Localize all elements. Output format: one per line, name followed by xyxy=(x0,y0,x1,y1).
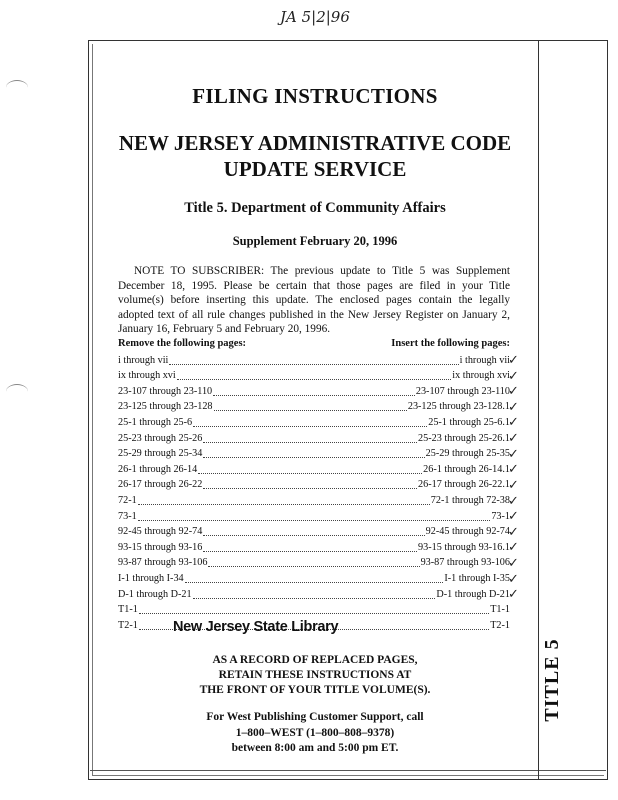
insert-pages: 25-29 through 25-35 xyxy=(425,448,510,460)
remove-pages: 25-1 through 25-6 xyxy=(118,416,193,428)
page-row xyxy=(118,413,510,429)
insert-pages: T2-1 xyxy=(490,619,510,631)
note-line: adopted text of all rule changes published in the New Jersey Register on January 2, xyxy=(118,308,510,321)
remove-pages: D-1 through D-21 xyxy=(118,588,192,600)
library-stamp: New Jersey State Library xyxy=(173,619,339,635)
support-line: For West Publishing Customer Support, call xyxy=(206,711,424,723)
page-row xyxy=(118,585,510,601)
insert-pages: 23-107 through 23-110 xyxy=(415,385,510,397)
insert-pages: 23-125 through 23-128.1 xyxy=(407,401,510,413)
remove-pages: I-1 through I-34 xyxy=(118,572,184,584)
note-line: NOTE TO SUBSCRIBER: The previous update to Title 5 was Supplement xyxy=(134,265,510,277)
note-line: January 16, February 5 and February 20, 1996. xyxy=(118,323,331,335)
insert-pages: 92-45 through 92-74 xyxy=(425,526,510,538)
page-list-headers xyxy=(118,338,510,349)
insert-pages: D-1 through D-21 xyxy=(436,588,510,600)
supplement-date: Supplement February 20, 1996 xyxy=(232,234,398,248)
checkmark-icon: ✓ xyxy=(508,493,519,508)
insert-pages: 93-15 through 93-16.1 xyxy=(418,541,510,553)
page-row xyxy=(118,507,510,523)
insert-pages: 25-23 through 25-26.1 xyxy=(418,432,510,444)
code-title-line2: UPDATE SERVICE xyxy=(223,157,407,181)
remove-pages: i through vii xyxy=(118,354,169,366)
checkmark-icon: ✓ xyxy=(508,571,519,586)
code-title-line1: NEW JERSEY ADMINISTRATIVE CODE xyxy=(118,131,512,155)
insert-pages: 93-87 through 93-106 xyxy=(420,557,510,569)
remove-pages: ix through xvi xyxy=(118,370,176,382)
code-title xyxy=(90,130,540,182)
subscriber-note xyxy=(118,264,510,337)
insert-pages: 26-17 through 26-22.1 xyxy=(418,479,510,491)
checkmark-icon: ✓ xyxy=(508,508,519,523)
remove-pages: 73-1 xyxy=(118,510,137,522)
remove-pages: 72-1 xyxy=(118,494,137,506)
page-row xyxy=(118,398,510,414)
retain-instructions xyxy=(90,653,540,698)
remove-pages: 23-125 through 23-128 xyxy=(118,401,213,413)
page-title: FILING INSTRUCTIONS xyxy=(192,84,438,108)
remove-pages: T1-1 xyxy=(118,604,138,616)
page-row xyxy=(118,460,510,476)
retain-line: RETAIN THESE INSTRUCTIONS AT xyxy=(218,669,412,681)
remove-pages: 25-23 through 25-26 xyxy=(118,432,203,444)
insert-pages: 26-1 through 26-14.1 xyxy=(423,463,510,475)
remove-pages: T2-1 xyxy=(118,619,138,631)
handwritten-note: JA 5|2|96 xyxy=(280,8,350,26)
support-hours: between 8:00 am and 5:00 pm ET. xyxy=(231,742,399,754)
page-row xyxy=(118,554,510,570)
checkmark-icon: ✓ xyxy=(508,477,519,492)
page-row xyxy=(118,601,510,617)
checkmark-icon: ✓ xyxy=(508,524,519,539)
remove-pages: 26-17 through 26-22 xyxy=(118,479,203,491)
support-phone: 1–800–WEST (1–800–808–9378) xyxy=(235,726,395,739)
customer-support xyxy=(90,710,540,757)
page-row xyxy=(118,367,510,383)
insert-pages: 72-1 through 72-38 xyxy=(430,494,510,506)
checkmark-icon: ✓ xyxy=(508,586,519,601)
checkmark-icon: ✓ xyxy=(508,383,519,398)
checkmark-icon: ✓ xyxy=(508,446,519,461)
note-line: volume(s) before inserting this update. The enclosed pages contain the legally xyxy=(118,294,510,306)
page-list xyxy=(118,351,510,632)
note-line: December 18, 1995. Please be certain that those pages are filed in your Title xyxy=(118,279,510,292)
page-row xyxy=(118,569,510,585)
remove-pages: 93-15 through 93-16 xyxy=(118,541,203,553)
page-row xyxy=(118,523,510,539)
department-title: Title 5. Department of Community Affairs xyxy=(184,200,446,216)
margin-mark-middle xyxy=(6,384,28,399)
insert-pages: I-1 through I-35 xyxy=(444,572,510,584)
insert-pages: 25-1 through 25-6.1 xyxy=(428,416,510,428)
page-row xyxy=(118,351,510,367)
remove-pages: 23-107 through 23-110 xyxy=(118,385,213,397)
page-row xyxy=(118,429,510,445)
page-row xyxy=(118,476,510,492)
retain-line: AS A RECORD OF REPLACED PAGES, xyxy=(212,654,418,666)
checkmark-icon: ✓ xyxy=(508,539,519,554)
insert-pages: i through vii xyxy=(459,354,510,366)
margin-mark-top xyxy=(6,80,28,95)
checkmark-icon: ✓ xyxy=(508,555,519,570)
checkmark-icon: ✓ xyxy=(508,414,519,429)
insert-header: Insert the following pages: xyxy=(391,338,510,349)
checkmark-icon: ✓ xyxy=(508,430,519,445)
checkmark-icon: ✓ xyxy=(508,461,519,476)
page-row xyxy=(118,445,510,461)
page-row xyxy=(118,538,510,554)
remove-pages: 25-29 through 25-34 xyxy=(118,448,203,460)
remove-pages: 93-87 through 93-106 xyxy=(118,557,208,569)
checkmark-icon: ✓ xyxy=(508,352,519,367)
checkmark-icon: ✓ xyxy=(508,368,519,383)
title-tab-label: TITLE 5 xyxy=(540,638,563,722)
insert-pages: T1-1 xyxy=(490,604,510,616)
remove-pages: 26-1 through 26-14 xyxy=(118,463,198,475)
page-row xyxy=(118,491,510,507)
remove-pages: 92-45 through 92-74 xyxy=(118,526,203,538)
retain-line: THE FRONT OF YOUR TITLE VOLUME(S). xyxy=(199,684,431,696)
checkmark-icon: ✓ xyxy=(508,399,519,414)
insert-pages: 73-1 xyxy=(491,510,510,522)
page-row xyxy=(118,382,510,398)
frame-bottom-line xyxy=(90,770,606,771)
remove-header: Remove the following pages: xyxy=(118,338,247,349)
insert-pages: ix through xvi xyxy=(452,370,510,382)
